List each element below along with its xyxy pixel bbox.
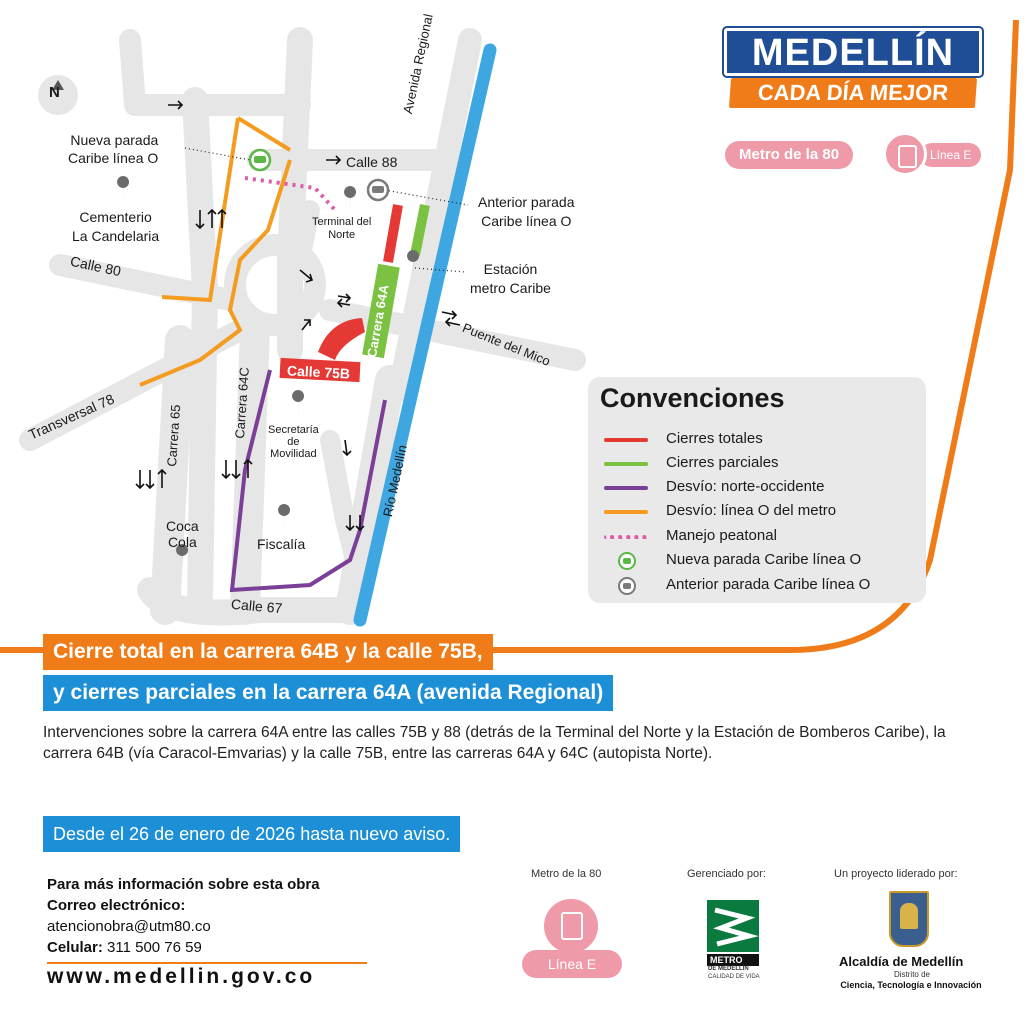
- label-line: La Candelaria: [72, 228, 160, 244]
- label-calle-67: Calle 67: [230, 595, 283, 617]
- alcaldia-name: Alcaldía de Medellín: [839, 954, 964, 969]
- north-label: N: [49, 84, 60, 101]
- legend-swatch: [604, 535, 648, 539]
- label-coca-cola: [166, 518, 199, 550]
- legend-item: [604, 526, 914, 548]
- website-link[interactable]: www.medellin.gov.co: [47, 965, 316, 988]
- headline-line-2: y cierres parciales en la carrera 64A (avenida Regional): [43, 675, 613, 711]
- phone-label: Celular:: [47, 939, 103, 956]
- description-text: Intervenciones sobre la carrera 64A entre las calles 75B y 88 (detrás de la Terminal del Norte y la Estación de Bomberos Caribe), la carrera 64B (vía Caracol-Emvarias) y la calle 75B, entre las carreras 64A y 64C (autopista Norte).: [43, 724, 946, 762]
- label-line: Coca: [166, 518, 199, 534]
- legend-label: Nueva parada Caribe línea O: [666, 551, 862, 568]
- closure-carrera-64a: [388, 205, 398, 262]
- brand-slogan: CADA DÍA MEJOR: [729, 78, 977, 108]
- legend-item: [604, 550, 914, 572]
- label-fiscalia: Fiscalía: [257, 536, 306, 552]
- metro-logo-text: METRO: [710, 955, 743, 965]
- label-line: Cola: [167, 534, 197, 550]
- footer-managed-label: Gerenciado por:: [687, 868, 766, 880]
- label-carrera-64c: Carrera 64C: [232, 366, 252, 440]
- alcaldia-sub2: Ciencia, Tecnología e Innovación: [840, 980, 982, 990]
- label-puente-del-mico: Puente del Mico: [460, 320, 553, 369]
- footer-metro-label: Metro de la 80: [531, 868, 602, 880]
- legend-swatch: [604, 510, 648, 514]
- legend-label: Desvío: línea O del metro: [666, 502, 837, 519]
- footer-project-label: Un proyecto liderado por:: [834, 868, 958, 880]
- phone-number[interactable]: 311 500 76 59: [107, 939, 202, 956]
- label-calle-80: Calle 80: [68, 252, 123, 280]
- legend-item: [604, 575, 914, 597]
- label-line: Norte: [328, 229, 356, 241]
- label-line: Estación: [483, 261, 538, 277]
- label-line: Caribe línea O: [68, 150, 159, 166]
- footer-line-pill: Línea E: [522, 950, 622, 978]
- label-rio-medellin: Río Medellín: [380, 443, 410, 519]
- legend-label: Manejo peatonal: [666, 527, 777, 544]
- contact-block: [47, 874, 320, 958]
- metro-train-icon: [544, 899, 598, 953]
- closure-carrera-64b: [318, 318, 365, 360]
- label-line: de: [287, 436, 300, 448]
- project-pill: Metro de la 80: [725, 141, 853, 169]
- metro-logo-text: DE MEDELLÍN: [708, 966, 749, 972]
- line-pill: Línea E: [920, 143, 981, 167]
- label-calle-88: Calle 88: [346, 154, 398, 170]
- label-line: Anterior parada: [478, 194, 575, 210]
- label-avenida-regional: Avenida Regional: [400, 12, 436, 116]
- legend-label: Cierres totales: [666, 430, 763, 447]
- legend-label: Desvío: norte-occidente: [666, 478, 825, 495]
- label-nueva-parada: [68, 131, 158, 167]
- metro-train-icon: [883, 132, 927, 176]
- old-stop-icon: [618, 577, 636, 595]
- label-terminal: [312, 216, 371, 242]
- label-secretaria: [268, 424, 319, 460]
- label-line: Secretaría: [268, 424, 319, 436]
- label-transversal-78: Transversal 78: [26, 390, 117, 443]
- label-carrera-65: Carrera 65: [164, 404, 184, 468]
- legend-label: Cierres parciales: [666, 454, 779, 471]
- email-label: Correo electrónico:: [47, 897, 186, 914]
- label-line: Caribe línea O: [481, 213, 572, 229]
- brand-city: MEDELLÍN: [724, 28, 982, 76]
- alcaldia-sub: Distrito de: [893, 970, 930, 979]
- legend-label: Anterior parada Caribe línea O: [666, 576, 871, 593]
- label-anterior-parada: [478, 193, 575, 231]
- contact-heading: Para más información sobre esta obra: [47, 876, 320, 893]
- legend-item: [604, 501, 914, 523]
- old-stop-icon: [368, 180, 388, 200]
- legend-swatch: [604, 462, 648, 466]
- legend-swatch: [604, 486, 648, 490]
- dates-banner: Desde el 26 de enero de 2026 hasta nuevo aviso.: [43, 816, 460, 852]
- label-line: Movilidad: [270, 448, 317, 460]
- label-estacion: [470, 260, 551, 298]
- legend-item: [604, 477, 914, 499]
- label-line: Terminal del: [312, 216, 372, 228]
- legend-panel: [588, 377, 926, 603]
- label-line: metro Caribe: [470, 280, 551, 296]
- legend-swatch: [604, 438, 648, 442]
- label-cementerio: [72, 208, 159, 246]
- metro-logo-text: CALIDAD DE VIDA: [708, 974, 760, 980]
- divider: [47, 962, 367, 964]
- label-line: Nueva parada: [70, 132, 159, 148]
- label-line: Cementerio: [79, 209, 152, 225]
- label-calle-75b: Calle 75B: [286, 362, 351, 382]
- email-link[interactable]: atencionobra@utm80.co: [47, 918, 211, 935]
- alcaldia-shield-icon: [889, 891, 929, 947]
- medellin-brand-logo: [724, 28, 982, 108]
- headline-line-1: Cierre total en la carrera 64B y la calle 75B,: [43, 634, 493, 670]
- detour-line-o-c: [238, 118, 290, 150]
- label-carrera-64a: Carrera 64A: [364, 283, 392, 359]
- legend-title: Convenciones: [600, 383, 785, 413]
- new-stop-icon: [618, 552, 636, 570]
- legend-item: [604, 453, 914, 475]
- new-stop-icon: [250, 150, 270, 170]
- legend-item: [604, 429, 914, 451]
